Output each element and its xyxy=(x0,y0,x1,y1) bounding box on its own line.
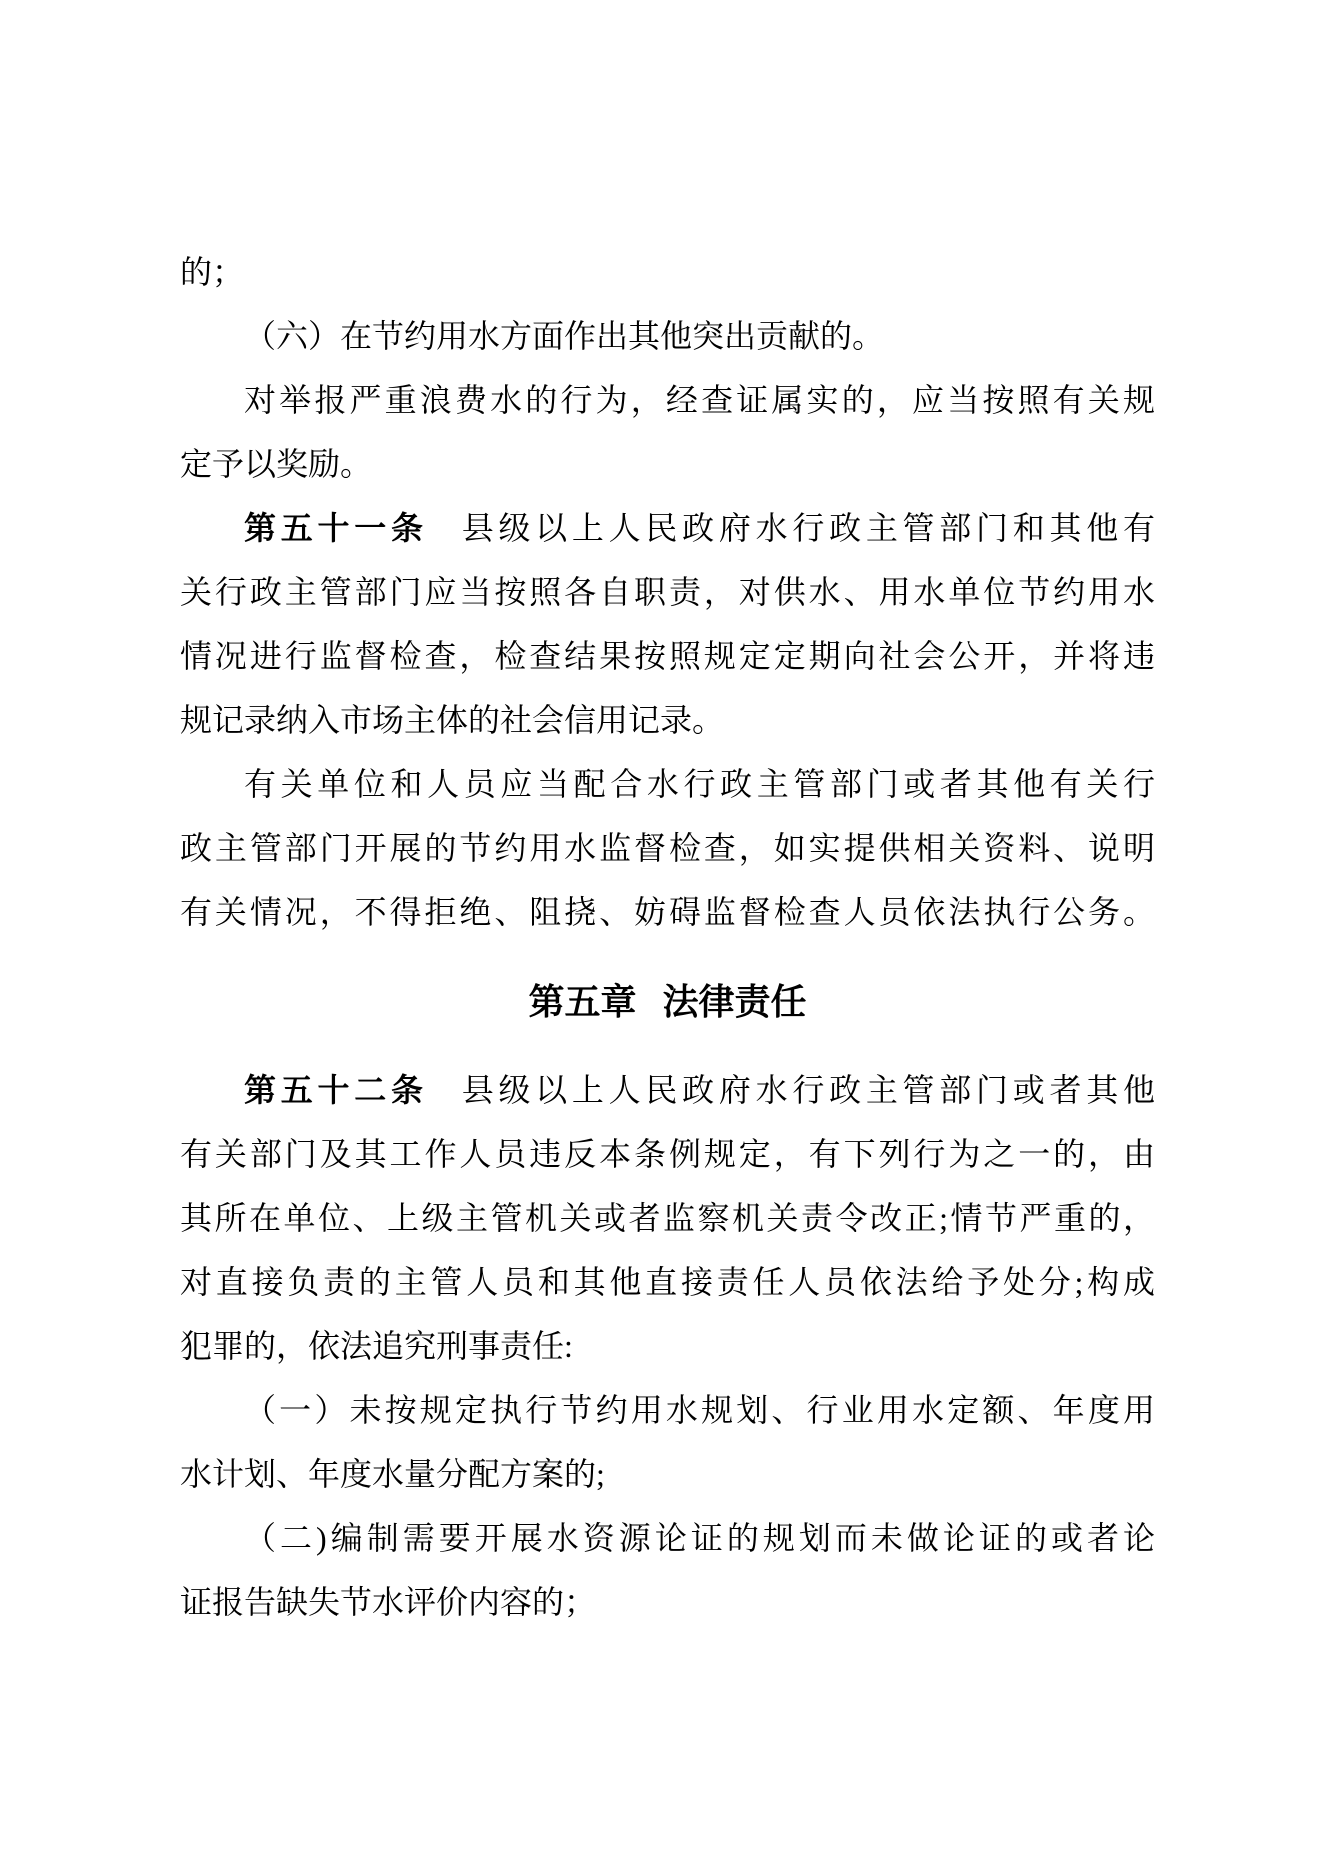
doc-line-16 xyxy=(180,1378,1155,1442)
doc-line-7 xyxy=(180,688,1155,752)
doc-line-10 xyxy=(180,880,1155,944)
article-51-number: 第五十一条 xyxy=(244,510,428,546)
line-text: 的； xyxy=(180,254,245,290)
doc-line-19 xyxy=(180,1570,1155,1634)
doc-line-15 xyxy=(180,1314,1155,1378)
doc-line-5 xyxy=(180,560,1155,624)
line-text: 县级以上人民政府水行政主管部门或者其他 xyxy=(461,1072,1155,1108)
doc-line-6 xyxy=(180,624,1155,688)
line-text: 有关部门及其工作人员违反本条例规定，有下列行为之一的，由 xyxy=(180,1136,1155,1172)
doc-line-17 xyxy=(180,1442,1155,1506)
line-text: 关行政主管部门应当按照各自职责，对供水、用水单位节约用水 xyxy=(180,574,1155,610)
line-text: 犯罪的，依法追究刑事责任: xyxy=(180,1328,573,1364)
doc-line-18 xyxy=(180,1506,1155,1570)
line-text: 其所在单位、上级主管机关或者监察机关责令改正;情节严重的， xyxy=(180,1200,1155,1236)
doc-line-12 xyxy=(180,1122,1155,1186)
line-text: （一）未按规定执行节约用水规划、行业用水定额、年度用 xyxy=(244,1392,1155,1428)
doc-line-4 xyxy=(180,496,1155,560)
doc-line-0 xyxy=(180,240,1155,304)
doc-line-8 xyxy=(180,752,1155,816)
doc-line-9 xyxy=(180,816,1155,880)
doc-line-3 xyxy=(180,432,1155,496)
line-text: （六）在节约用水方面作出其他突出贡献的。 xyxy=(244,318,885,354)
line-text: 水计划、年度水量分配方案的; xyxy=(180,1456,605,1492)
line-text: 对举报严重浪费水的行为，经查证属实的，应当按照有关规 xyxy=(244,382,1155,418)
line-text: 县级以上人民政府水行政主管部门和其他有 xyxy=(461,510,1155,546)
line-text: 有关情况，不得拒绝、阻挠、妨碍监督检查人员依法执行公务。 xyxy=(180,894,1155,930)
doc-line-1 xyxy=(180,304,1155,368)
line-text: 有关单位和人员应当配合水行政主管部门或者其他有关行 xyxy=(244,766,1155,802)
article-52-number: 第五十二条 xyxy=(244,1072,428,1108)
line-text: 政主管部门开展的节约用水监督检查，如实提供相关资料、说明 xyxy=(180,830,1155,866)
line-text: （二)编制需要开展水资源论证的规划而未做论证的或者论 xyxy=(244,1520,1155,1556)
line-text: 对直接负责的主管人员和其他直接责任人员依法给予处分;构成 xyxy=(180,1264,1155,1300)
line-text: 定予以奖励。 xyxy=(180,446,373,482)
line-text: 情况进行监督检查，检查结果按照规定定期向社会公开，并将违 xyxy=(180,638,1155,674)
doc-line-11 xyxy=(180,1058,1155,1122)
chapter-heading: 第五章 法律责任 xyxy=(528,981,807,1022)
doc-line-2 xyxy=(180,368,1155,432)
line-text: 证报告缺失节水评价内容的； xyxy=(180,1584,597,1620)
doc-line-14 xyxy=(180,1250,1155,1314)
line-text: 规记录纳入市场主体的社会信用记录。 xyxy=(180,702,725,738)
doc-line-13 xyxy=(180,1186,1155,1250)
